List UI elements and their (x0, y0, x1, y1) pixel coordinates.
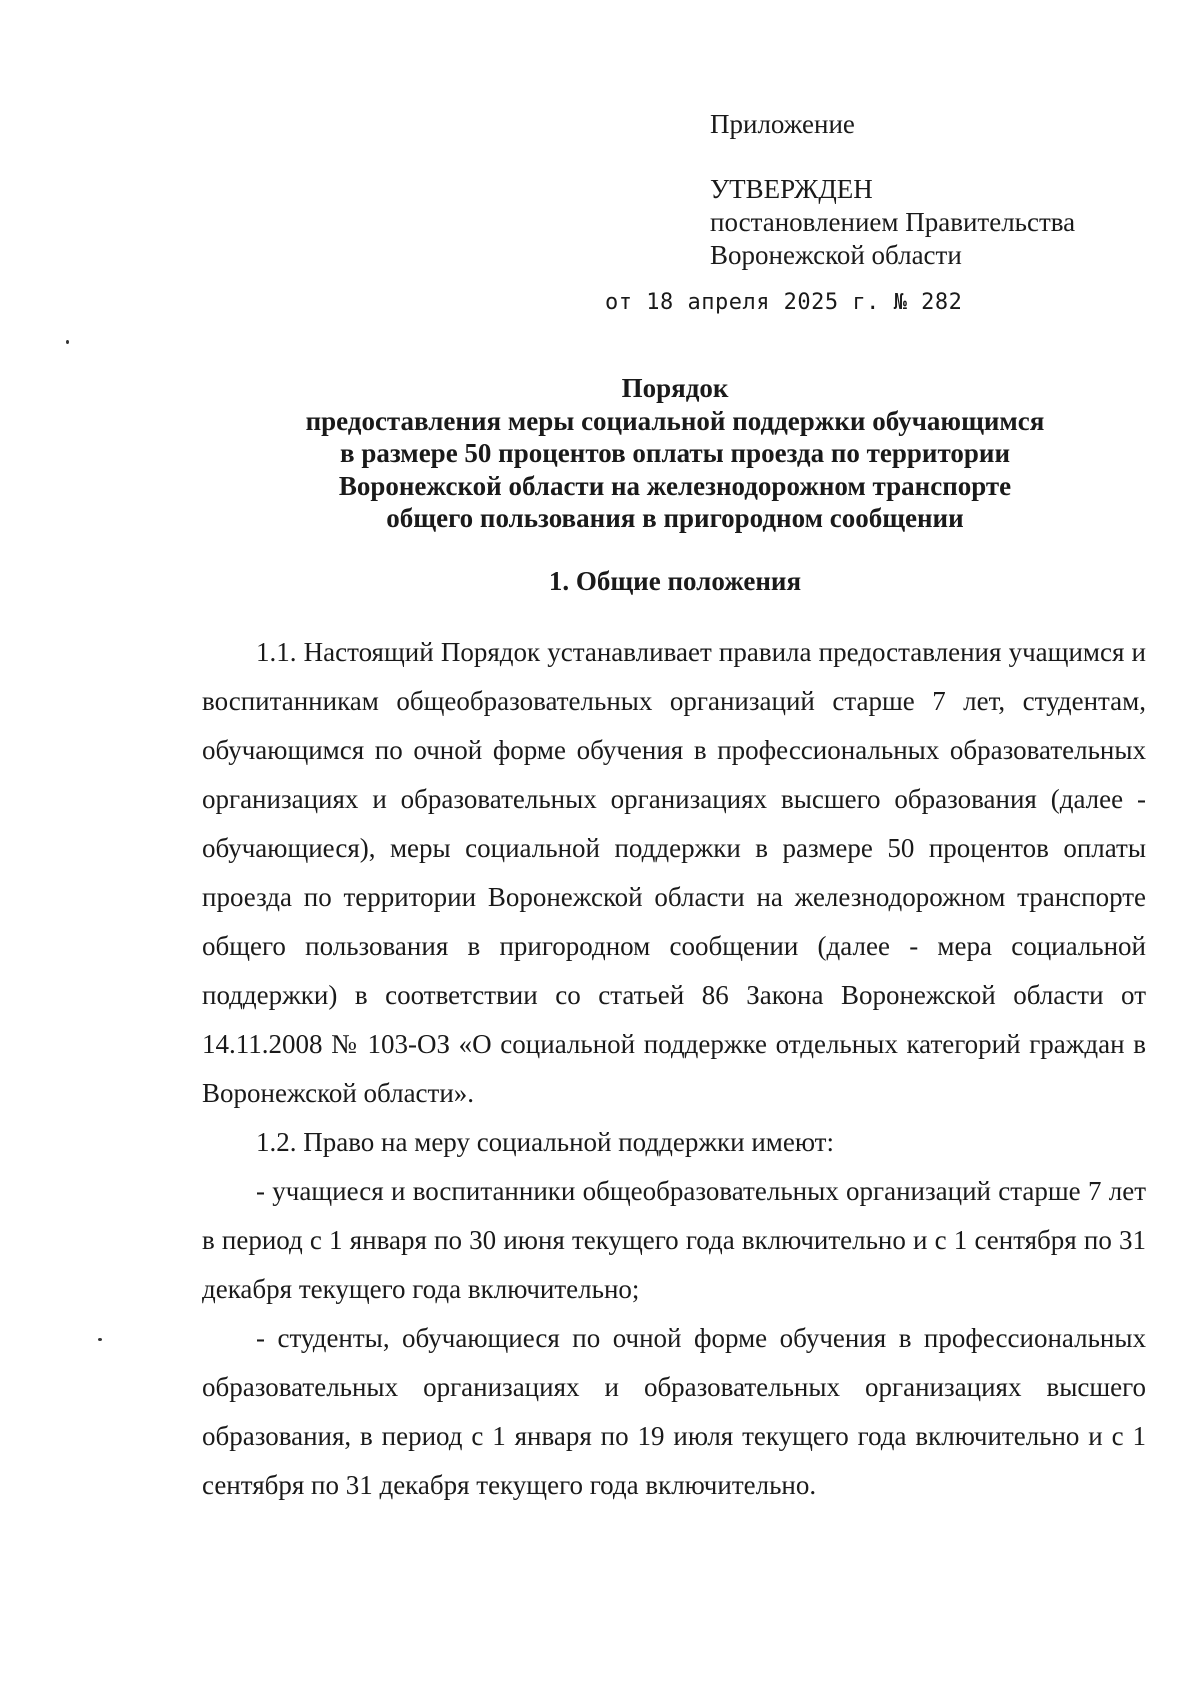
approval-block (710, 108, 1075, 272)
section-heading: 1. Общие положения (548, 566, 802, 596)
approved-by-line-1: постановлением Правительства (710, 207, 1076, 237)
approved-label: УТВЕРЖДЕН (710, 174, 873, 204)
document-body (202, 628, 1146, 1510)
decree-date-number: от 18 апреля 2025 г. № 282 (605, 290, 963, 315)
title-line-1: Порядок (621, 373, 729, 403)
title-line-3: в размере 50 процентов оплаты проезда по территории (339, 438, 1011, 468)
list-item-pupils: - учащиеся и воспитанники общеобразовательных организаций старше 7 лет в период с 1 января по 30 июня текущего года включительно и с 1 сентября по 31 декабря текущего года включительно; (202, 1176, 1146, 1304)
approved-by-line-2: Воронежской области (710, 240, 962, 270)
title-line-4: Воронежской области на железнодорожном транспорте (338, 470, 1012, 501)
document-title (200, 372, 1150, 535)
scan-speck (66, 340, 69, 344)
paragraph-1-2: 1.2. Право на меру социальной поддержки имеют: (256, 1127, 834, 1157)
scan-speck (98, 1338, 102, 1341)
title-line-5: общего пользования в пригородном сообщении (386, 503, 964, 533)
appendix-label: Приложение (710, 109, 855, 139)
title-line-2: предоставления меры социальной поддержки обучающимся (305, 405, 1045, 436)
paragraph-1-1: 1.1. Настоящий Порядок устанавливает правила предоставления учащимся и воспитанникам общеобразовательных организаций старше 7 лет, студентам, обучающимся по очной форме обучения в профессиональных образовательных организациях и образовательных организациях высшего образования (далее - обучающиеся), меры социальной поддержки в размере 50 процентов оплаты проезда по территории Воронежской области на железнодорожном транспорте общего пользования в пригородном сообщении (далее - мера социальной поддержки) в соответствии со статьей 86 Закона Воронежской области от 14.11.2008 № 103-ОЗ «О социальной поддержке отдельных категорий граждан в Воронежской области». (202, 637, 1146, 1108)
list-item-students: - студенты, обучающиеся по очной форме обучения в профессиональных образовательных организациях и образовательных организациях высшего образования, в период с 1 января по 19 июля текущего года включительно и с 1 сентября по 31 декабря текущего года включительно. (202, 1323, 1146, 1500)
